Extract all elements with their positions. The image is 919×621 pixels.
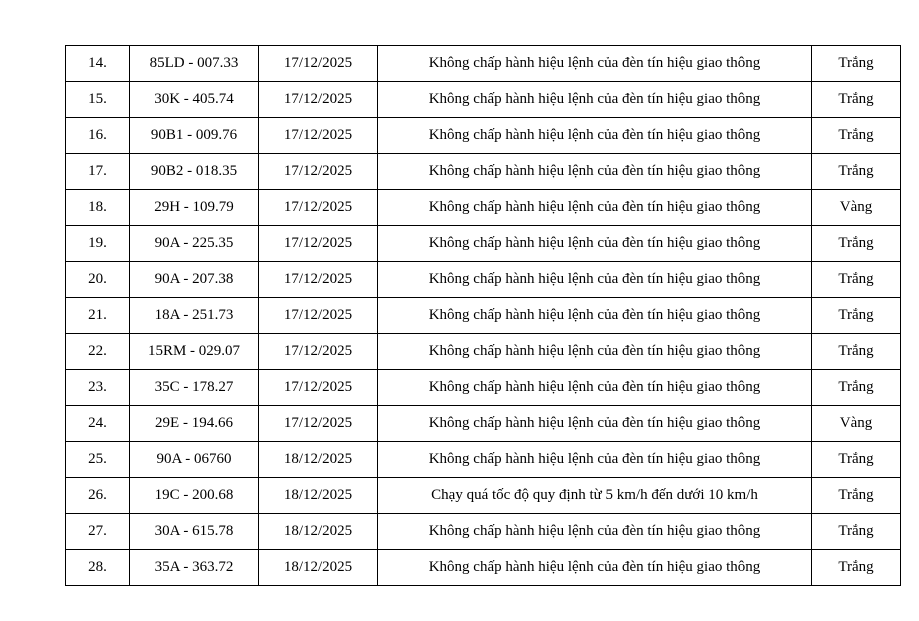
cell-color: Trắng (812, 118, 901, 154)
table-row (66, 478, 901, 514)
cell-date: 17/12/2025 (259, 298, 378, 334)
table-row (66, 118, 901, 154)
table-row (66, 370, 901, 406)
cell-behavior: Không chấp hành hiệu lệnh của đèn tín hiệu giao thông (378, 442, 812, 478)
table-row (66, 442, 901, 478)
cell-color: Trắng (812, 370, 901, 406)
cell-date: 17/12/2025 (259, 334, 378, 370)
cell-color: Vàng (812, 406, 901, 442)
cell-plate: 30A - 615.78 (130, 514, 259, 550)
cell-color: Trắng (812, 550, 901, 586)
table-row (66, 550, 901, 586)
cell-plate: 90A - 225.35 (130, 226, 259, 262)
cell-no: 20. (66, 262, 130, 298)
table-row (66, 298, 901, 334)
cell-plate: 85LD - 007.33 (130, 46, 259, 82)
cell-no: 17. (66, 154, 130, 190)
cell-behavior: Không chấp hành hiệu lệnh của đèn tín hiệu giao thông (378, 118, 812, 154)
cell-behavior: Không chấp hành hiệu lệnh của đèn tín hiệu giao thông (378, 154, 812, 190)
cell-behavior: Không chấp hành hiệu lệnh của đèn tín hiệu giao thông (378, 226, 812, 262)
cell-plate: 18A - 251.73 (130, 298, 259, 334)
cell-date: 17/12/2025 (259, 118, 378, 154)
cell-no: 26. (66, 478, 130, 514)
cell-color: Trắng (812, 478, 901, 514)
cell-no: 28. (66, 550, 130, 586)
cell-behavior: Không chấp hành hiệu lệnh của đèn tín hiệu giao thông (378, 406, 812, 442)
cell-date: 18/12/2025 (259, 514, 378, 550)
cell-no: 23. (66, 370, 130, 406)
cell-plate: 35A - 363.72 (130, 550, 259, 586)
cell-behavior: Không chấp hành hiệu lệnh của đèn tín hiệu giao thông (378, 334, 812, 370)
cell-no: 22. (66, 334, 130, 370)
cell-date: 18/12/2025 (259, 442, 378, 478)
cell-date: 17/12/2025 (259, 406, 378, 442)
cell-behavior: Không chấp hành hiệu lệnh của đèn tín hiệu giao thông (378, 46, 812, 82)
cell-plate: 30K - 405.74 (130, 82, 259, 118)
cell-date: 17/12/2025 (259, 370, 378, 406)
cell-color: Trắng (812, 262, 901, 298)
table-row (66, 154, 901, 190)
violation-table (65, 45, 901, 586)
cell-plate: 90B1 - 009.76 (130, 118, 259, 154)
cell-color: Trắng (812, 442, 901, 478)
cell-behavior: Không chấp hành hiệu lệnh của đèn tín hiệu giao thông (378, 514, 812, 550)
cell-plate: 29E - 194.66 (130, 406, 259, 442)
cell-date: 17/12/2025 (259, 226, 378, 262)
cell-plate: 90A - 06760 (130, 442, 259, 478)
cell-date: 18/12/2025 (259, 550, 378, 586)
table-row (66, 514, 901, 550)
cell-behavior: Không chấp hành hiệu lệnh của đèn tín hiệu giao thông (378, 298, 812, 334)
cell-color: Trắng (812, 226, 901, 262)
cell-date: 17/12/2025 (259, 190, 378, 226)
cell-no: 21. (66, 298, 130, 334)
cell-behavior: Không chấp hành hiệu lệnh của đèn tín hiệu giao thông (378, 190, 812, 226)
cell-color: Trắng (812, 154, 901, 190)
table-row (66, 190, 901, 226)
cell-no: 24. (66, 406, 130, 442)
cell-behavior: Không chấp hành hiệu lệnh của đèn tín hiệu giao thông (378, 550, 812, 586)
cell-behavior: Không chấp hành hiệu lệnh của đèn tín hiệu giao thông (378, 370, 812, 406)
cell-color: Trắng (812, 298, 901, 334)
table-row (66, 226, 901, 262)
cell-no: 27. (66, 514, 130, 550)
cell-color: Trắng (812, 334, 901, 370)
table-row (66, 46, 901, 82)
cell-plate: 19C - 200.68 (130, 478, 259, 514)
cell-plate: 29H - 109.79 (130, 190, 259, 226)
cell-no: 14. (66, 46, 130, 82)
violation-table-body (66, 46, 901, 586)
cell-date: 17/12/2025 (259, 46, 378, 82)
cell-no: 25. (66, 442, 130, 478)
cell-color: Trắng (812, 514, 901, 550)
cell-plate: 15RM - 029.07 (130, 334, 259, 370)
cell-no: 15. (66, 82, 130, 118)
cell-behavior: Không chấp hành hiệu lệnh của đèn tín hiệu giao thông (378, 82, 812, 118)
cell-plate: 90A - 207.38 (130, 262, 259, 298)
table-row (66, 262, 901, 298)
table-row (66, 406, 901, 442)
cell-plate: 90B2 - 018.35 (130, 154, 259, 190)
cell-no: 18. (66, 190, 130, 226)
cell-date: 17/12/2025 (259, 262, 378, 298)
table-row (66, 334, 901, 370)
cell-color: Trắng (812, 46, 901, 82)
cell-no: 16. (66, 118, 130, 154)
cell-date: 17/12/2025 (259, 82, 378, 118)
cell-no: 19. (66, 226, 130, 262)
cell-date: 17/12/2025 (259, 154, 378, 190)
cell-date: 18/12/2025 (259, 478, 378, 514)
cell-behavior: Không chấp hành hiệu lệnh của đèn tín hiệu giao thông (378, 262, 812, 298)
cell-plate: 35C - 178.27 (130, 370, 259, 406)
cell-color: Trắng (812, 82, 901, 118)
cell-color: Vàng (812, 190, 901, 226)
table-row (66, 82, 901, 118)
cell-behavior: Chạy quá tốc độ quy định từ 5 km/h đến dưới 10 km/h (378, 478, 812, 514)
